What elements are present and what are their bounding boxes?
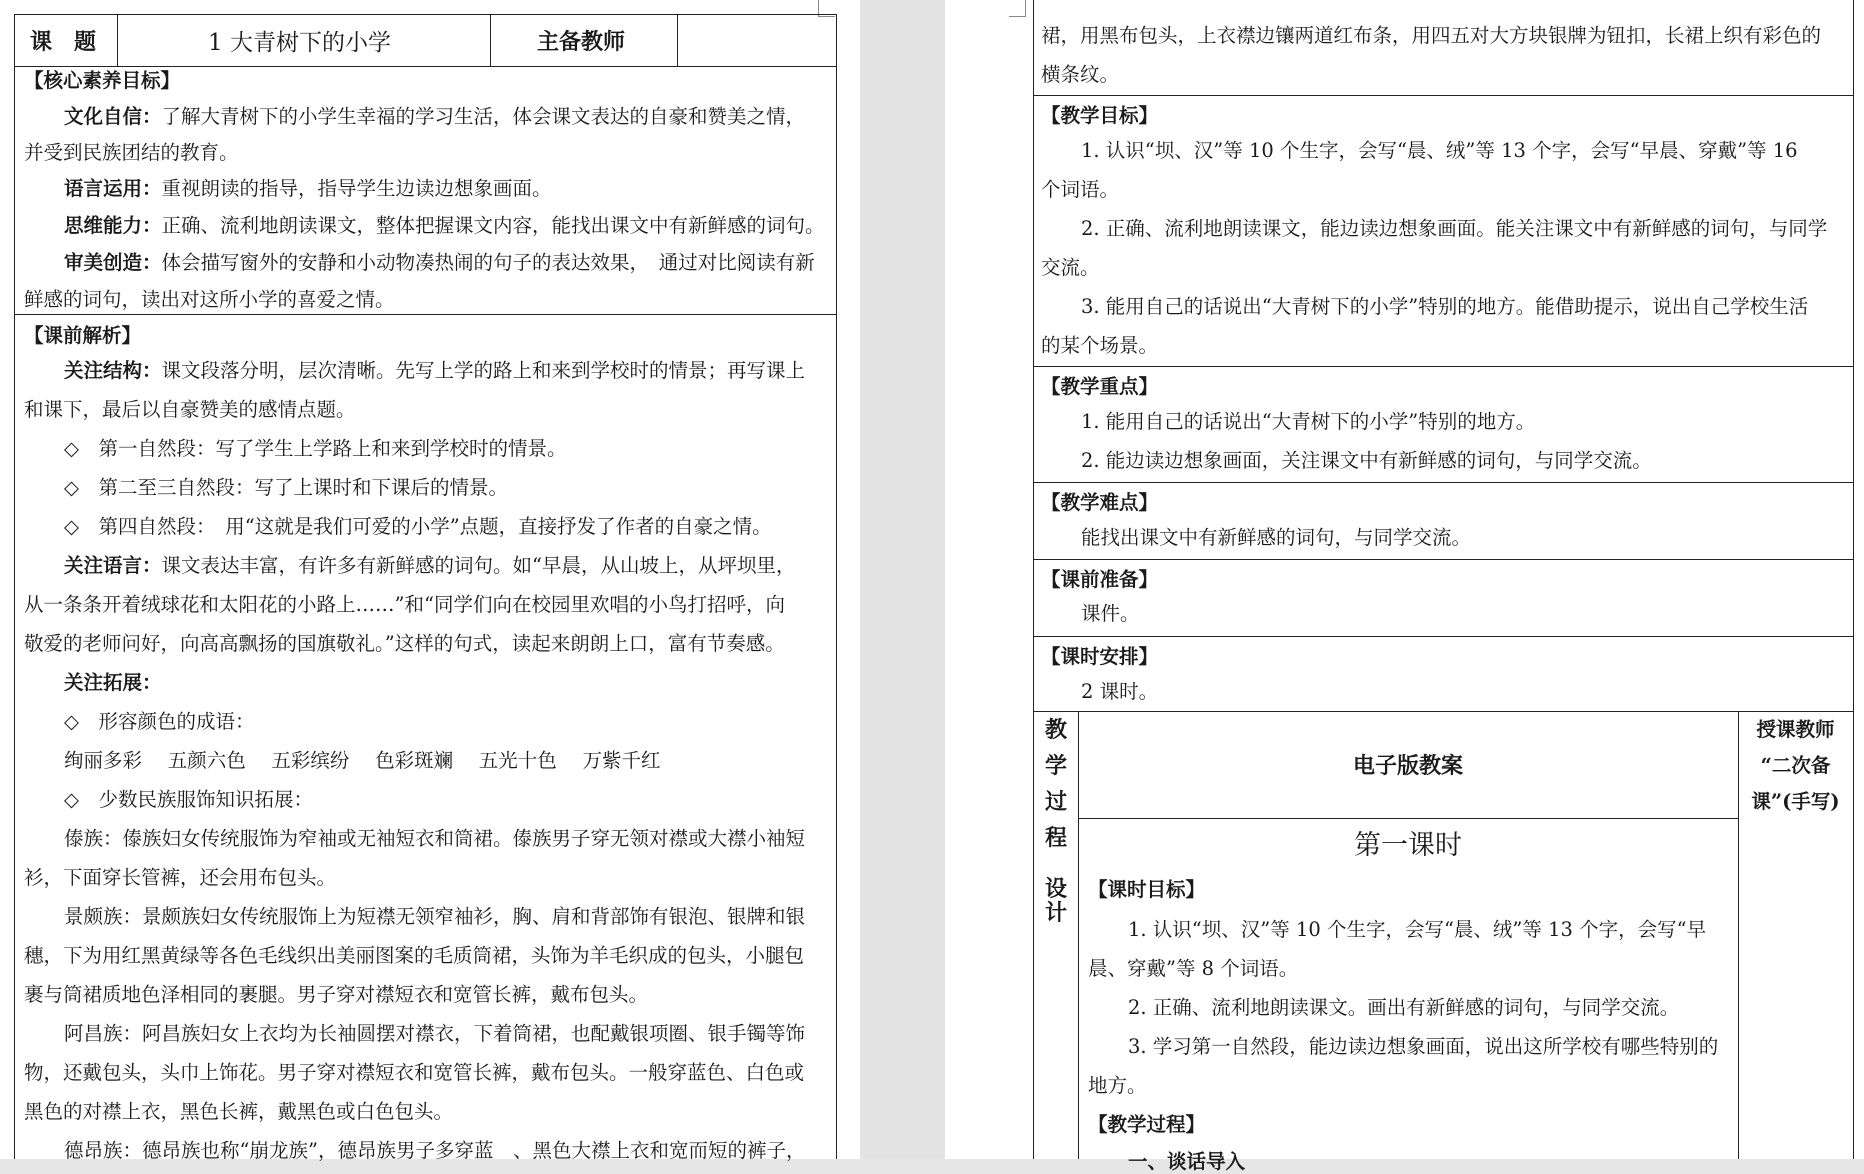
table-border <box>677 14 678 66</box>
paragraph-line: 地方。 <box>1088 1074 1147 1097</box>
e-plan-heading: 电子版教案 <box>1352 753 1463 779</box>
paragraph-line: 从一条条开着绒球花和太阳花的小路上……”和“同学们向在校园里欢唱的小鸟打招呼，向 <box>24 593 785 616</box>
paragraph-line: 阿昌族：阿昌族妇女上衣均为长袖圆摆对襟衣，下着筒裙，也配戴银项圈、银手镯等饰 <box>64 1022 806 1045</box>
section-process-title: 【教学过程】 <box>1088 1113 1206 1136</box>
section-difficulty-title: 【教学难点】 <box>1041 491 1159 514</box>
paragraph: 审美创造：体会描写窗外的安静和小动物凑热闹的句子的表达效果， 通过对比阅读有新 <box>64 251 815 274</box>
list-item: ◇ 形容颜色的成语： <box>64 710 255 733</box>
paragraph-line: 裙，用黑布包头，上衣襟边镶两道红布条，用四五对大方块银牌为钮扣，长裙上织有彩色的 <box>1041 24 1822 47</box>
table-border <box>1853 0 1854 1159</box>
paragraph-line: 2. 正确、流利地朗读课文，能边读边想象画面。能关注课文中有新鲜感的词句，与同学 <box>1081 217 1828 240</box>
table-border <box>14 66 836 67</box>
paragraph-line: 能找出课文中有新鲜感的词句，与同学交流。 <box>1081 526 1472 549</box>
table-border <box>1033 636 1853 637</box>
section-goals-title: 【教学目标】 <box>1041 104 1159 127</box>
idiom-list: 绚丽多彩 五颜六色 五彩缤纷 色彩斑斓 五光十色 万紫千红 <box>64 749 661 772</box>
table-border <box>14 14 836 15</box>
table-border <box>836 14 837 1159</box>
paragraph-line: 衫，下面穿长管裤，还会用布包头。 <box>24 866 337 889</box>
teacher-column-heading: “二次备 <box>1760 754 1831 777</box>
section-lesson-goals-title: 【课时目标】 <box>1088 878 1206 901</box>
side-label-char: 设 <box>1044 876 1067 902</box>
paragraph-line: 横条纹。 <box>1041 63 1120 86</box>
list-item: ◇ 少数民族服饰知识拓展： <box>64 788 313 811</box>
side-label-char: 过 <box>1044 789 1067 815</box>
table-border <box>490 14 491 66</box>
paragraph-line: 鲜感的词句，读出对这所小学的喜爱之情。 <box>24 288 395 311</box>
side-label-char: 计 <box>1044 900 1067 926</box>
paragraph: 语言运用：重视朗读的指导，指导学生边读边想象画面。 <box>64 177 552 200</box>
paragraph-line: 1. 认识“坝、汉”等 10 个生字，会写“晨、绒”等 13 个字，会写“早 <box>1128 918 1707 941</box>
paragraph-line: 裹与筒裙质地色泽相同的裹腿。男子穿对襟短衣和宽管长裤，戴布包头。 <box>24 983 649 1006</box>
section-core-goals-title: 【核心素养目标】 <box>24 69 181 92</box>
paragraph-line: 个词语。 <box>1041 178 1120 201</box>
table-border <box>1033 95 1853 96</box>
paragraph-line: 敬爱的老师问好，向高高飘扬的国旗敬礼。”这样的句式，读起来朗朗上口，富有节奏感。 <box>24 632 785 655</box>
paragraph: 文化自信：了解大青树下的小学生幸福的学习生活，体会课文表达的自豪和赞美之情， <box>64 105 806 128</box>
section-schedule-title: 【课时安排】 <box>1041 645 1159 668</box>
paragraph-line: 景颇族：景颇族妇女传统服饰上为短襟无领窄袖衫，胸、肩和背部饰有银泡、银牌和银 <box>64 905 806 928</box>
side-label-char: 学 <box>1044 753 1067 779</box>
paragraph-line: 晨、穿戴”等 8 个词语。 <box>1088 957 1299 980</box>
paragraph-line: 交流。 <box>1041 256 1100 279</box>
table-border <box>117 14 118 66</box>
teacher-column-heading: 课”(手写) <box>1751 790 1840 813</box>
paragraph-label: 关注拓展： <box>64 671 162 694</box>
paragraph-line: 黑色的对襟上衣，黑色长裤，戴黑色或白色包头。 <box>24 1100 454 1123</box>
paragraph-line: 1. 认识“坝、汉”等 10 个生字，会写“晨、绒”等 13 个字，会写“早晨、穿戴”等 16 <box>1081 139 1798 162</box>
table-border <box>1033 0 1034 1159</box>
paragraph-line: 穗，下为用红黑黄绿等各色毛线织出美丽图案的毛质筒裙，头饰为羊毛织成的包头，小腿包 <box>24 944 805 967</box>
label-topic: 课 题 <box>30 29 97 55</box>
side-label-char: 程 <box>1044 825 1067 851</box>
table-border <box>1033 482 1853 483</box>
paragraph-line: 和课下，最后以自豪赞美的感情点题。 <box>24 398 356 421</box>
table-border <box>14 14 15 1159</box>
crop-mark <box>1009 0 1026 17</box>
table-border <box>1078 818 1738 819</box>
paragraph-line: 物，还戴包头，头巾上饰花。男子穿对襟短衣和宽管长裤，戴布包头。一般穿蓝色、白色或 <box>24 1061 805 1084</box>
paragraph-line: 德昂族：德昂族也称“崩龙族”，德昂族男子多穿蓝 、黑色大襟上衣和宽而短的裤子， <box>64 1139 806 1162</box>
paragraph-line: 课件。 <box>1081 602 1140 625</box>
table-border <box>14 314 836 315</box>
list-item: ◇ 第二至三自然段：写了上课时和下课后的情景。 <box>64 476 508 499</box>
lesson-period-title: 第一课时 <box>1354 830 1462 861</box>
table-border <box>1033 559 1853 560</box>
list-item: ◇ 第一自然段：写了学生上学路上和来到学校时的情景。 <box>64 437 567 460</box>
paragraph-line: 傣族：傣族妇女传统服饰为窄袖或无袖短衣和筒裙。傣族男子穿无领对襟或大襟小袖短 <box>64 827 806 850</box>
list-item: ◇ 第四自然段： 用“这就是我们可爱的小学”点题，直接抒发了作者的自豪之情。 <box>64 515 772 538</box>
list-item: 2. 能边读边想象画面，关注课文中有新鲜感的词句，与同学交流。 <box>1081 449 1652 472</box>
section-prep-title: 【课前准备】 <box>1041 568 1159 591</box>
lesson-topic: 1 大青树下的小学 <box>208 30 391 56</box>
table-border <box>1738 711 1739 1159</box>
list-item: 1. 能用自己的话说出“大青树下的小学”特别的地方。 <box>1081 410 1536 433</box>
document-page-left <box>0 0 860 1162</box>
section-analysis-title: 【课前解析】 <box>24 324 142 347</box>
paragraph-line: 并受到民族团结的教育。 <box>24 141 239 164</box>
paragraph-line: 一、谈话导入 <box>1128 1150 1246 1173</box>
paragraph-line: 的某个场景。 <box>1041 334 1159 357</box>
teacher-column-heading: 授课教师 <box>1756 718 1835 741</box>
side-label-char: 教 <box>1044 717 1067 743</box>
paragraph-line: 2. 正确、流利地朗读课文。画出有新鲜感的词句，与同学交流。 <box>1128 996 1680 1019</box>
document-page-right <box>945 0 1864 1173</box>
paragraph: 思维能力：正确、流利地朗读课文，整体把握课文内容，能找出课文中有新鲜感的词句。 <box>64 214 825 237</box>
paragraph-line: 3. 学习第一自然段，能边读边想象画面，说出这所学校有哪些特别的 <box>1128 1035 1719 1058</box>
table-border <box>1033 366 1853 367</box>
paragraph-line: 2 课时。 <box>1081 680 1159 703</box>
label-lead-teacher: 主备教师 <box>537 29 626 55</box>
page-gap <box>860 0 945 1159</box>
paragraph: 关注语言：课文表达丰富，有许多有新鲜感的词句。如“早晨，从山坡上，从坪坝里， <box>64 554 796 577</box>
section-key-title: 【教学重点】 <box>1041 375 1159 398</box>
paragraph-line: 3. 能用自己的话说出“大青树下的小学”特别的地方。能借助提示，说出自己学校生活 <box>1081 295 1809 318</box>
paragraph: 关注结构：课文段落分明，层次清晰。先写上学的路上和来到学校时的情景；再写课上 <box>64 359 806 382</box>
table-border <box>1033 711 1853 712</box>
